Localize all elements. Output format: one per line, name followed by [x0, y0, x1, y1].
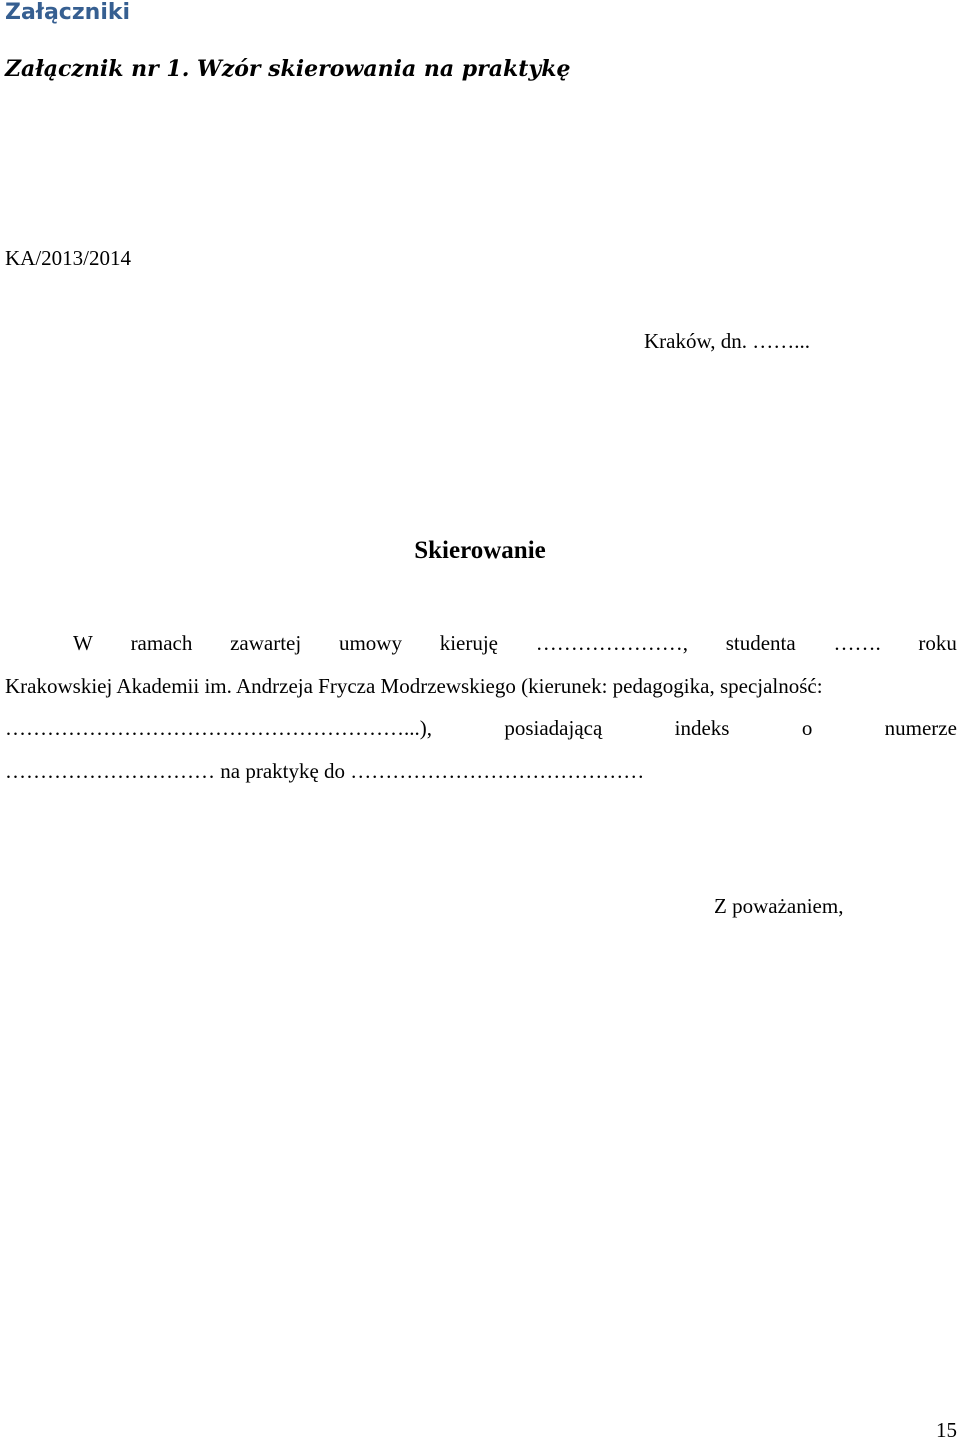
referral-body	[5, 622, 957, 792]
body-word: kieruję	[439, 631, 498, 655]
reference-number: KA/2013/2014	[5, 246, 131, 270]
body-word: W	[73, 631, 93, 655]
body-word: umowy	[338, 631, 402, 655]
body-line-1	[5, 622, 957, 665]
study-year-blank: …….	[833, 631, 881, 655]
closing-salutation: Z poważaniem,	[714, 894, 844, 918]
body-word: ramach	[130, 631, 193, 655]
document-title: Skierowanie	[414, 537, 546, 564]
body-word: studenta	[725, 631, 796, 655]
specialization-blank: …………………………………………………...),	[5, 716, 432, 740]
page-number: 15	[936, 1418, 957, 1442]
section-heading: Załączniki	[5, 0, 131, 25]
body-word: posiadającą	[504, 716, 603, 740]
body-line-2: Krakowskiej Akademii im. Andrzeja Frycza Modrzewskiego (kierunek: pedagogika, specjalność:	[5, 673, 823, 698]
body-word: zawartej	[230, 631, 302, 655]
body-word: indeks	[674, 716, 730, 740]
body-word: o	[801, 716, 813, 740]
body-word: roku	[918, 631, 957, 655]
body-line-3	[5, 707, 957, 750]
student-name-blank: …………………,	[535, 631, 688, 655]
place-date: Kraków, dn. ……...	[644, 329, 811, 353]
annex-title: Załącznik nr 1. Wzór skierowania na praktykę	[5, 56, 571, 82]
body-line-4: ………………………… na praktykę do ……………………………………	[5, 758, 645, 783]
body-word: numerze	[884, 716, 957, 740]
